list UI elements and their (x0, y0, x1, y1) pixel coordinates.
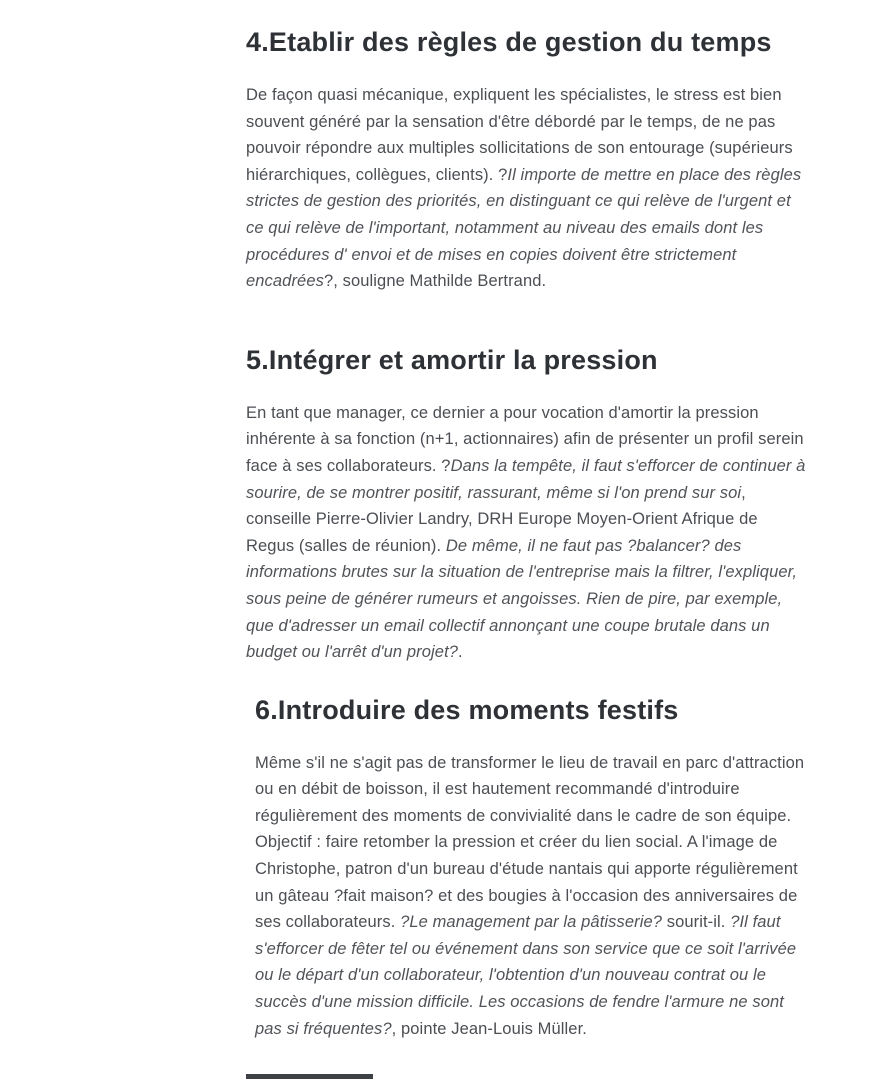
quote-text-run: ?Le management par la pâtisserie? (400, 913, 663, 932)
section-heading-6: 6.Introduire des moments festifs (255, 694, 679, 725)
plain-text-run: En tant que manager, ce dernier a pour vocation d'amortir la pression inhérente à sa fonction (n+1, actionnaires) afin de présenter un profil serein face à ses collaborateurs. ? (246, 403, 804, 475)
section-absorb-pressure (246, 345, 809, 666)
quote-text-run: Dans la tempête, il faut s'efforcer de continuer à sourire, de se montrer positif, rassurant, même si l'on prend sur soi (246, 456, 806, 502)
section-heading-4: 4.Etablir des règles de gestion du temps (246, 27, 772, 57)
plain-text-run: Même s'il ne s'agit pas de transformer le lieu de travail en parc d'attraction ou en débit de boisson, il est hautement recommandé d'introduire régulièrement des moments de convivialité dans le cadre de son équipe. Objectif : faire retomber la pression et créer du lien social. A l'image de Christophe, patron d'un bureau d'étude nantais qui apporte régulièrement un gâteau ?fait maison? et des bougies à l'occasion des anniversaires de ses collaborateurs. (255, 753, 805, 932)
plain-text-run: , conseille Pierre-Olivier Landry, DRH Europe Moyen-Orient Afrique de Regus (salles de réunion). (246, 483, 758, 555)
section-paragraph-4 (246, 82, 809, 295)
quote-text-run: ?Il faut s'efforcer de fêter tel ou événement dans son service que ce soit l'arrivée ou le départ d'un collaborateur, l'obtention d'un nouveau contrat ou le succès d'une mission difficile. Les occasions de fendre l'armure ne sont pas si fréquentes? (255, 913, 797, 1038)
plain-text-run: sourit-il. (662, 913, 731, 932)
plain-text-run: , pointe Jean-Louis Müller. (391, 1019, 587, 1038)
plain-text-run: . (458, 643, 463, 662)
section-paragraph-5 (246, 400, 809, 666)
plain-text-run: ?, souligne Mathilde Bertrand. (323, 272, 547, 291)
clipped-next-section-fragment (246, 1074, 373, 1079)
quote-text-run: De même, il ne faut pas ?balancer? des informations brutes sur la situation de l'entreprise mais la filtrer, l'expliquer, sous peine de générer rumeurs et angoisses. Rien de pire, par exemple, que d'adresser un email collectif annonçant une coupe brutale dans un budget ou l'arrêt d'un projet? (246, 536, 797, 662)
section-time-rules (246, 0, 809, 295)
article-content-column (246, 0, 809, 1042)
section-heading-5: 5.Intégrer et amortir la pression (246, 344, 658, 375)
section-festive-moments (246, 695, 809, 1043)
quote-text-run: Il importe de mettre en place des règles strictes de gestion des priorités, en distinguant ce qui relève de l'urgent et ce qui relève de l'important, notamment au niveau des emails dont les procédures d' envoi et de mises en copies doivent être strictement encadrées (246, 165, 802, 291)
section-paragraph-6 (255, 750, 809, 1043)
plain-text-run: De façon quasi mécanique, expliquent les spécialistes, le stress est bien souvent généré par la sensation d'être débordé par le temps, de ne pas pouvoir répondre aux multiples sollicitations de son entourage (supérieurs hiérarchiques, collègues, clients). ? (246, 86, 793, 184)
